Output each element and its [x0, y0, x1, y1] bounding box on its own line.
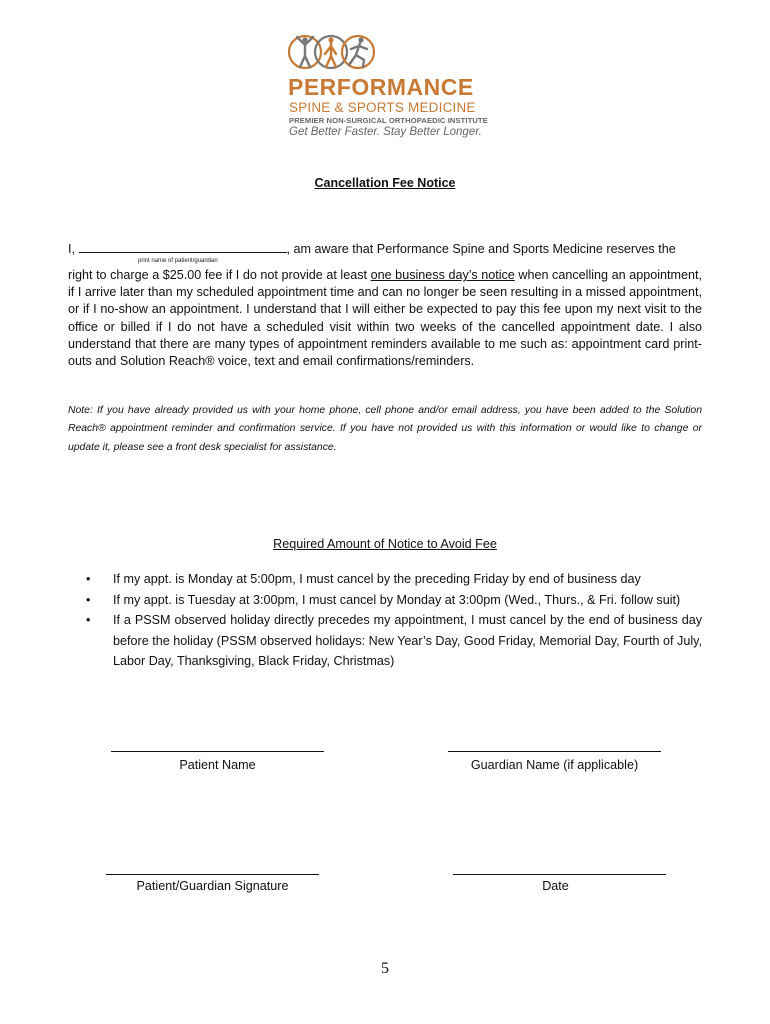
guardian-name-line[interactable] [448, 751, 661, 752]
statement-body [68, 267, 702, 370]
date-line[interactable] [453, 874, 666, 875]
notice-list [86, 569, 702, 672]
logo-tagline: Get Better Faster. Stay Better Longer. [289, 126, 482, 138]
blank-caption: print name of patient/guardian [138, 258, 218, 264]
section-title: Required Amount of Notice to Avoid Fee [273, 537, 497, 551]
running-figures-logo-icon [285, 32, 385, 72]
note-paragraph: Note: If you have already provided us with your home phone, cell phone and/or email address, you have been added to the Solution Reach® appointment reminder and confirmation service. If you have not provided us with this information or would like to change or update it, please see a front desk specialist for assistance. [68, 405, 702, 453]
signature-label: Patient/Guardian Signature [136, 879, 289, 893]
guardian-name-label: Guardian Name (if applicable) [470, 758, 639, 772]
statement-body-start: right to charge a $25.00 fee if I do not provide at least [68, 268, 371, 282]
list-item: • If a PSSM observed holiday directly precedes my appointment, I must cancel by the end of business day before the holiday (PSSM observed holidays: New Year’s Day, Good Friday, Memorial Day, Fourth of July, Labor Day, Thanksgiving, Black Friday, Christmas) [86, 610, 702, 672]
signature-line[interactable] [106, 874, 319, 875]
list-item: • If my appt. is Monday at 5:00pm, I must cancel by the preceding Friday by end of business day [86, 569, 702, 590]
statement-line-suffix: , am aware that Performance Spine and Sports Medicine reserves the [286, 242, 676, 256]
logo-institute: PREMIER NON-SURGICAL ORTHOPAEDIC INSTITUTE [289, 116, 488, 125]
statement-prefix: I, [68, 242, 75, 256]
statement-emphasis: one business day’s notice [370, 268, 515, 282]
logo-subtitle: SPINE & SPORTS MEDICINE [289, 100, 476, 115]
statement-body-rest: when cancelling an appointment, if I arrive later than my scheduled appointment time and can no longer be seen resulting in a missed appointment, or if I no-show an appointment. I understand that I will either be expected to pay this fee upon my next visit to the office or billed if I do not have a scheduled visit within two weeks of the cancelled appointment date. I also understand that there are many types of appointment reminders available to me such as: appointment card print-outs and Solution Reach® voice, text and email confirmations/reminders. [68, 268, 703, 369]
patient-name-line[interactable] [111, 751, 324, 752]
logo-brand: PERFORMANCE [288, 74, 474, 100]
patient-name-label: Patient Name [179, 758, 256, 772]
statement-line [68, 240, 702, 258]
company-logo [285, 32, 490, 140]
page-number: 5 [381, 960, 389, 977]
list-item: • If my appt. is Tuesday at 3:00pm, I must cancel by Monday at 3:00pm (Wed., Thurs., & Fri. follow suit) [86, 590, 702, 611]
date-label: Date [542, 879, 569, 893]
page-title: Cancellation Fee Notice [314, 176, 456, 190]
patient-name-blank[interactable] [79, 240, 287, 253]
